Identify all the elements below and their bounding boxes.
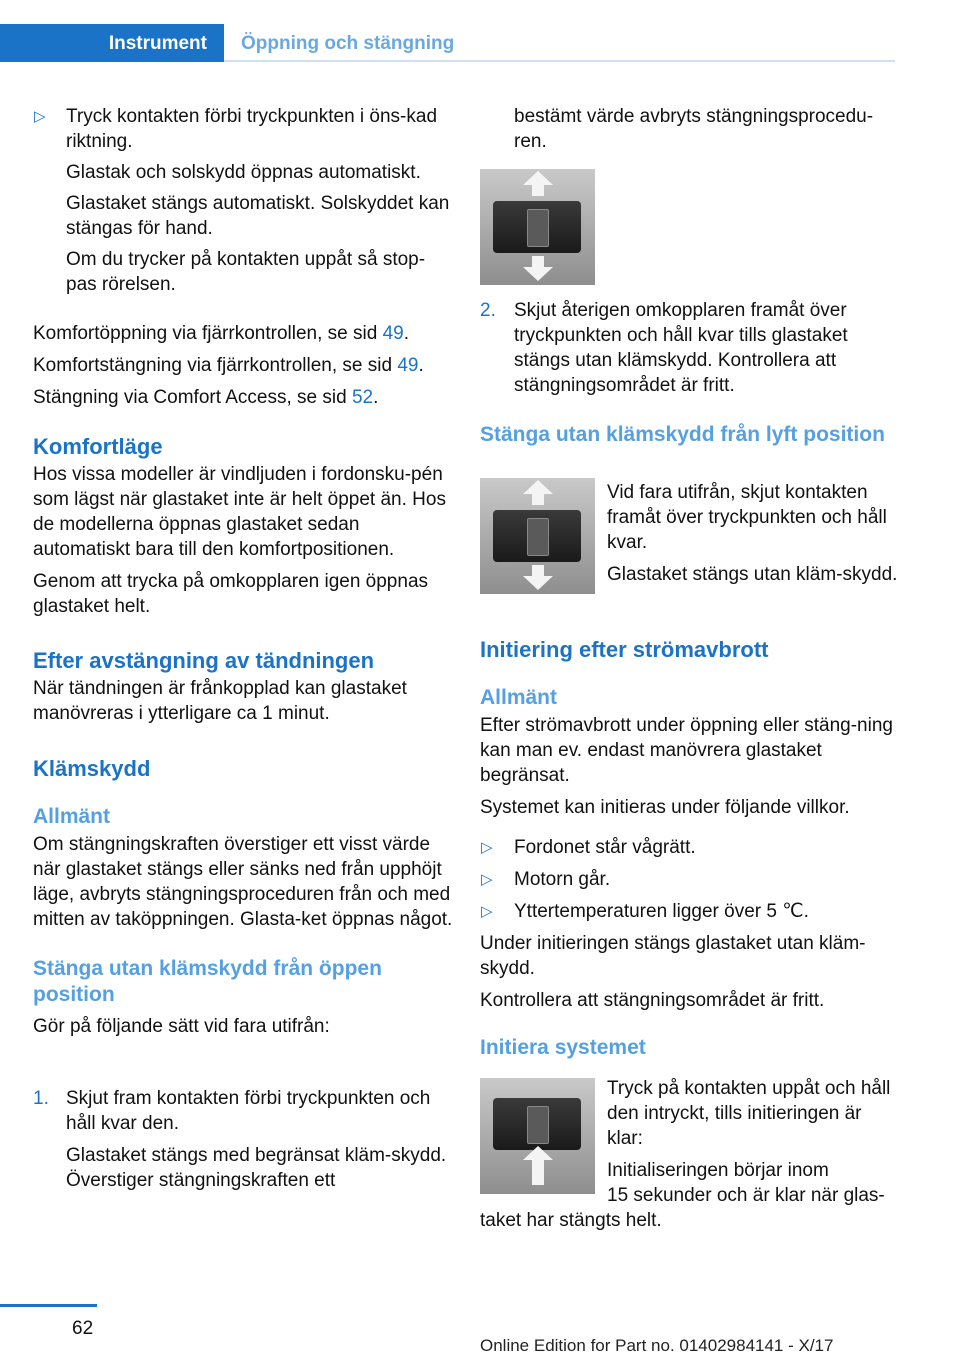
reference-text: Stängning via Comfort Access, se sid bbox=[33, 387, 352, 408]
roof-switch-figure bbox=[480, 169, 595, 285]
chapter-header bbox=[0, 24, 895, 62]
period: . bbox=[418, 355, 424, 376]
section-stanga-lyft bbox=[480, 422, 900, 448]
paragraph: Systemet kan initieras under följande villkor. bbox=[480, 797, 850, 818]
page-link-52[interactable]: 52 bbox=[351, 387, 374, 408]
heading-initiering: Initiering efter strömavbrott bbox=[480, 637, 769, 662]
heading-efter-avstangning: Efter avstängning av tändningen bbox=[33, 648, 375, 673]
reference-list bbox=[33, 321, 453, 410]
tab-instrument[interactable] bbox=[0, 24, 224, 62]
reference-line bbox=[33, 385, 453, 410]
paragraph: Glastak och solskydd öppnas automatiskt. bbox=[66, 162, 421, 183]
arrow-down-icon bbox=[523, 267, 553, 281]
period: . bbox=[373, 387, 379, 408]
arrow-down-shaft bbox=[532, 565, 544, 577]
paragraph: Hos vissa modeller är vindljuden i fordonsku-pén som lägst när glastaket inte är helt öppet än. Hos de modellerna öppnas glastaket sedan automatiskt bara till den komfortpositionen. bbox=[33, 464, 446, 560]
paragraph: När tändningen är frånkopplad kan glastaket manövreras i ytterligare ca 1 minut. bbox=[33, 678, 407, 724]
arrow-up-icon bbox=[523, 171, 553, 185]
arrow-down-shaft bbox=[532, 256, 544, 268]
heading-klamskydd: Klämskydd bbox=[33, 756, 151, 781]
roof-switch-icon bbox=[527, 1106, 549, 1144]
reference-text: Komfortöppning via fjärrkontrollen, se sid bbox=[33, 323, 383, 344]
arrow-up-shaft bbox=[532, 493, 544, 505]
tab-instrument-label: Instrument bbox=[108, 33, 207, 54]
step-item bbox=[514, 298, 898, 398]
paragraph: Skjut fram kontakten förbi tryckpunkten och håll kvar den. bbox=[66, 1088, 431, 1134]
initiering-notes bbox=[480, 931, 900, 1061]
heading-stanga-oppen: Stänga utan klämskydd från öppen position bbox=[33, 957, 382, 1006]
roof-switch-figure bbox=[480, 1078, 595, 1194]
paragraph: Genom att trycka på omkopplaren igen öppnas glastaket helt. bbox=[33, 571, 429, 617]
arrow-up-icon bbox=[523, 480, 553, 494]
switch-panel bbox=[493, 201, 581, 253]
page-link-49[interactable]: 49 bbox=[382, 323, 404, 344]
paragraph: Kontrollera att stängningsområdet är fritt. bbox=[480, 990, 825, 1011]
heading-komfortlage: Komfortläge bbox=[33, 434, 163, 459]
paragraph: Initialiseringen börjar inom bbox=[607, 1160, 829, 1181]
switch-panel bbox=[493, 510, 581, 562]
paragraph: Tryck kontakten förbi tryckpunkten i öns-kad riktning. bbox=[66, 106, 438, 152]
reference-line bbox=[33, 353, 453, 378]
section-komfortlage bbox=[33, 434, 453, 619]
reference-text: Komfortstängning via fjärrkontrollen, se sid bbox=[33, 355, 398, 376]
step-number: 1. bbox=[33, 1088, 49, 1109]
heading-allmant: Allmänt bbox=[33, 805, 111, 828]
period: . bbox=[403, 323, 409, 344]
tab-oppning-och-stangning[interactable]: Öppning och stängning bbox=[241, 33, 455, 54]
heading-allmant: Allmänt bbox=[480, 686, 558, 709]
paragraph: bestämt värde avbryts stängningsprocedu-ren. bbox=[514, 106, 874, 152]
heading-initiera-systemet: Initiera systemet bbox=[480, 1036, 646, 1059]
reference-line bbox=[33, 321, 453, 346]
paragraph: Om du trycker på kontakten uppåt så stop-pas rörelsen. bbox=[66, 249, 426, 295]
footer-rule bbox=[0, 1304, 97, 1307]
page-link-49[interactable]: 49 bbox=[397, 355, 419, 376]
arrow-up-shaft bbox=[532, 184, 544, 196]
paragraph-continued bbox=[514, 104, 898, 154]
paragraph: Tryck på kontakten uppåt och håll den intryckt, tills initieringen är klar: bbox=[607, 1078, 891, 1149]
paragraph: Efter strömavbrott under öppning eller stäng-ning kan man ev. endast manövrera glastaket begränsat. bbox=[480, 715, 893, 786]
roof-switch-figure bbox=[480, 478, 595, 594]
header-rule bbox=[224, 60, 895, 62]
paragraph: Vid fara utifrån, skjut kontakten framåt över tryckpunkten och håll kvar. bbox=[607, 482, 887, 553]
lyft-text bbox=[607, 480, 899, 587]
bullet-triangle-icon: ▷ bbox=[481, 903, 493, 920]
list-item: Motorn går. bbox=[514, 869, 611, 890]
paragraph: Glastaket stängs utan kläm-skydd. bbox=[607, 564, 898, 585]
paragraph: Gör på följande sätt vid fara utifrån: bbox=[33, 1016, 330, 1037]
initiera-text bbox=[607, 1076, 899, 1208]
section-efter-avstangning bbox=[33, 648, 453, 726]
paragraph: Skjut återigen omkopplaren framåt över tryckpunkten och håll kvar tills glastaket stängs utan klämskydd. Kontrollera att stängningsområdet är fritt. bbox=[514, 300, 848, 396]
bullet-triangle-icon: ▷ bbox=[481, 871, 493, 888]
footer-edition: Online Edition for Part no. 01402984141 - X/17 bbox=[480, 1336, 834, 1355]
step-item bbox=[66, 1086, 450, 1193]
arrow-up-icon bbox=[523, 1146, 553, 1160]
page-number: 62 bbox=[72, 1318, 94, 1339]
paragraph: Om stängningskraften överstiger ett visst värde när glastaket stängs eller sänks ned från upphöjt läge, avbryts stängningsproceduren från och med mitten av taköppningen. Glasta-ket öppnas något. bbox=[33, 834, 453, 930]
initiera-text-end: taket har stängts helt. bbox=[480, 1210, 662, 1231]
bullet-item bbox=[66, 104, 450, 297]
roof-switch-icon bbox=[527, 518, 549, 556]
paragraph: Glastaket stängs med begränsat kläm-skydd. Överstiger stängningskraften ett bbox=[66, 1145, 447, 1191]
section-initiering bbox=[480, 637, 900, 820]
arrow-up-shaft bbox=[532, 1159, 544, 1185]
bullet-triangle-icon: ▷ bbox=[34, 108, 46, 125]
switch-panel bbox=[493, 1098, 581, 1150]
bullet-triangle-icon: ▷ bbox=[481, 839, 493, 856]
list-item: Yttertemperaturen ligger över 5 ℃. bbox=[514, 901, 809, 922]
paragraph: 15 sekunder och är klar när glas- bbox=[607, 1185, 885, 1206]
paragraph: Glastaket stängs automatiskt. Solskyddet kan stängas för hand. bbox=[66, 193, 450, 239]
section-klamskydd bbox=[33, 756, 453, 1039]
arrow-down-icon bbox=[523, 576, 553, 590]
roof-switch-icon bbox=[527, 209, 549, 247]
list-item: Fordonet står vågrätt. bbox=[514, 837, 696, 858]
heading-stanga-lyft: Stänga utan klämskydd från lyft position bbox=[480, 423, 885, 446]
step-number: 2. bbox=[480, 300, 496, 321]
paragraph: Under initieringen stängs glastaket utan kläm-skydd. bbox=[480, 933, 866, 979]
